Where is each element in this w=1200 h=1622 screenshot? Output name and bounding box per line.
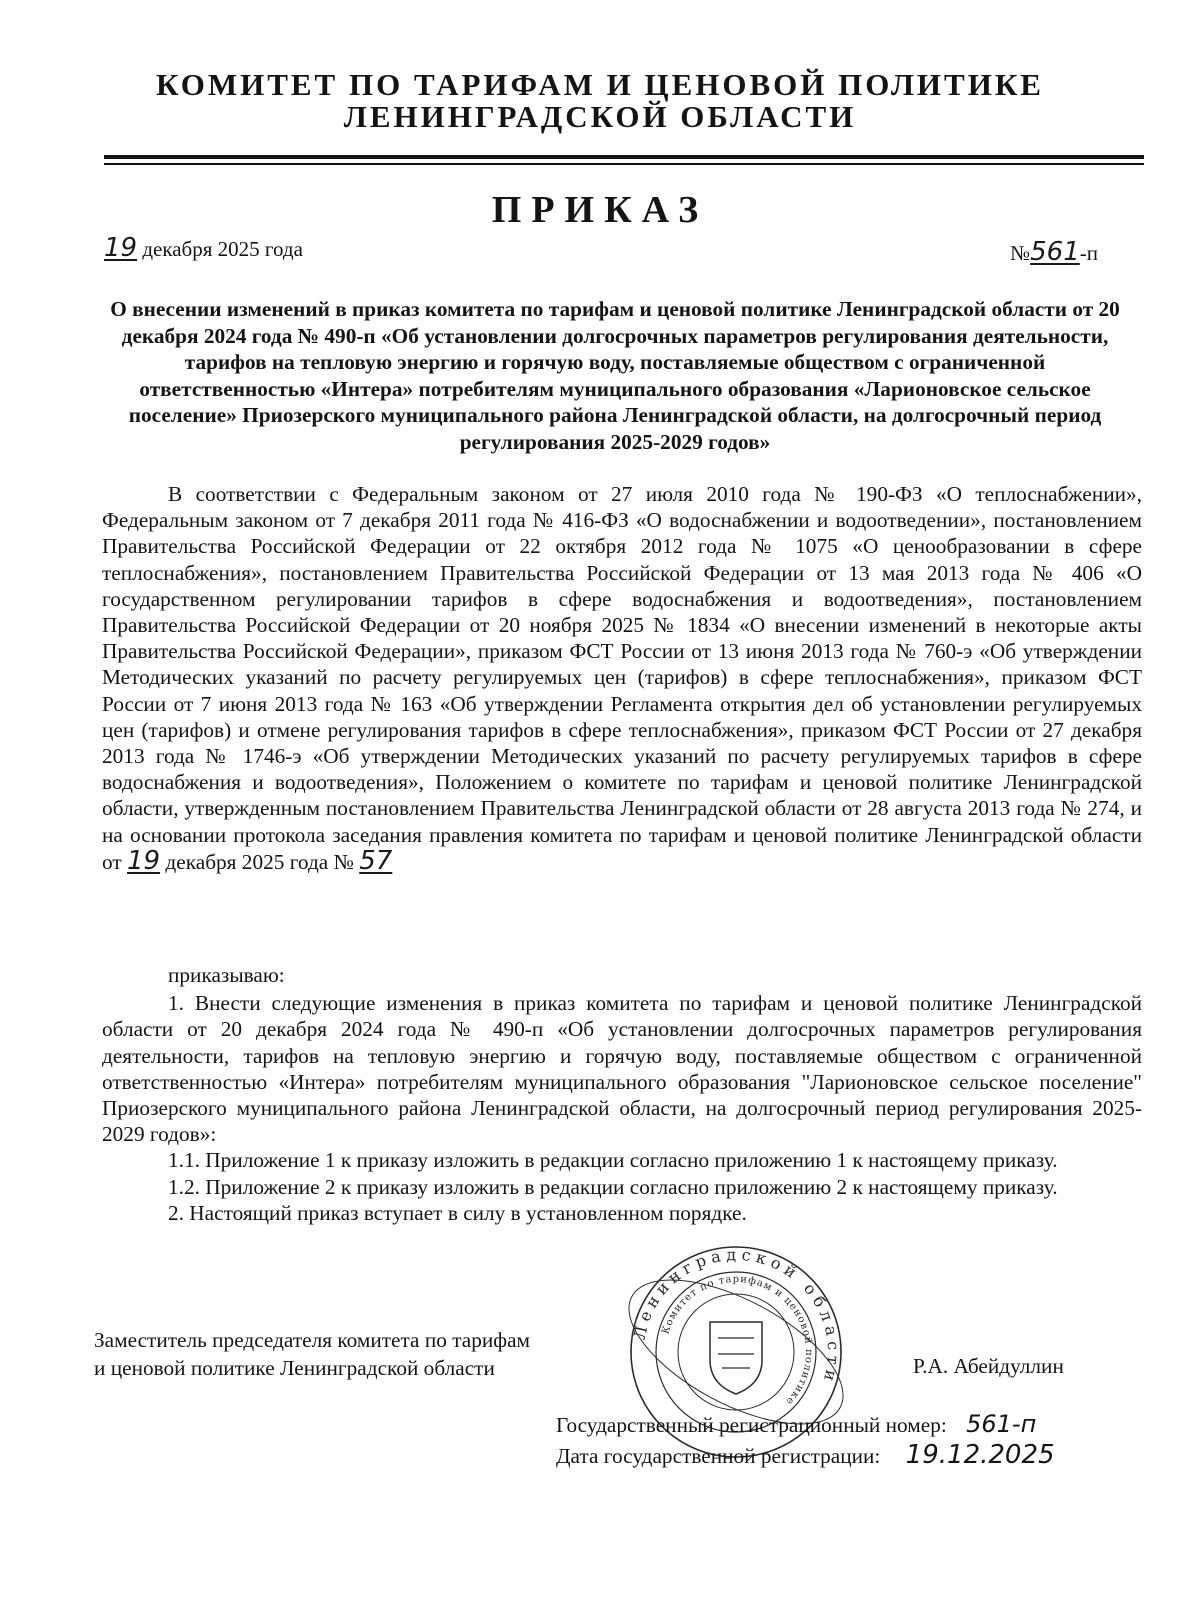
number-suffix: -п [1079, 241, 1098, 265]
order-item-1-2: 1.2. Приложение 2 к приказу изложить в редакции согласно приложению 2 к настоящему приказу. [168, 1174, 1058, 1199]
document-type: ПРИКАЗ [491, 189, 709, 231]
order-item-2: 2. Настоящий приказ вступает в силу в установленном порядке. [168, 1200, 747, 1225]
date-day-handwritten: 19 [104, 233, 138, 263]
number-handwritten: 561 [1030, 237, 1080, 267]
signatory-position [94, 1326, 614, 1382]
registration-number-value: 561-п [966, 1410, 1037, 1438]
protocol-day-handwritten: 19 [127, 845, 161, 876]
registration-number-row [556, 1410, 1036, 1438]
preamble-text: В соответствии с Федеральным законом от 27 июля 2010 года № 190-ФЗ «О теплоснабжении», Федеральным законом от 7 декабря 2011 года № 416-ФЗ «О водоснабжении и водоотведении», постановлением Правительства Российской Федерации от 22 октября 2012 года № 1075 «О ценообразовании в сфере теплоснабжения», постановлением Правительства Российской Федерации от 13 мая 2013 года № 406 «О государственном регулировании тарифов в сфере водоснабжения и водоотведения», постановлением Правительства Российской Федерации от 20 ноября 2025 № 1834 «О внесении изменений в некоторые акты Правительства Российской Федерации», приказом ФСТ России от 13 июня 2013 года № 760-э «Об утверждении Методических указаний по расчету регулируемых цен (тарифов) в сфере теплоснабжения», приказом ФСТ России от 7 июня 2013 года № 163 «Об утверждении Регламента открытия дел об установлении регулируемых цен (тарифов) и отмене регулирования тарифов в сфере теплоснабжения», приказом ФСТ России от 27 декабря 2013 года № 1746-э «Об утверждении Методических указаний по расчету регулируемых тарифов в сфере водоснабжения и водоотведения», Положением о комитете по тарифам и ценовой политике Ленинградской области, утвержденным постановлением Правительства Ленинградской области от 28 августа 2013 года № 274, и на основании протокола заседания правления комитета по тарифам и ценовой политике Ленинградской области от [102, 482, 1142, 874]
order-word: приказываю: [168, 963, 285, 987]
registration-date-value: 19.12.2025 [905, 1440, 1055, 1470]
order-item-1: 1. Внести следующие изменения в приказ комитета по тарифам и ценовой политике Ленинградской области от 20 декабря 2024 года № 490-п «Об установлении долгосрочных параметров регулирования деятельности, тарифов на тепловую энергию и горячую воду, поставляемые обществом с ограниченной ответственностью «Интера» потребителям муниципального образования "Ларионовское сельское поселение" Приозерского муниципального района Ленинградской области, на долгосрочный период регулирования 2025-2029 годов»: [102, 991, 1142, 1147]
protocol-date-text: декабря 2025 года № [160, 849, 360, 874]
protocol-number-handwritten: 57 [359, 845, 393, 876]
preamble [102, 481, 1142, 875]
registration-date-row [556, 1440, 1055, 1470]
seal-outer-text: Ленинградской области [629, 1244, 844, 1389]
document-date [104, 233, 303, 263]
signatory-position-line2: и ценовой политике Ленинградской области [94, 1356, 495, 1380]
signatory-name: Р.А. Абейдуллин [913, 1354, 1064, 1378]
preamble-paragraph [102, 481, 1142, 875]
date-rest: декабря 2025 года [137, 237, 303, 261]
seal-inner-text: Комитет по тарифам и ценовой политике [660, 1273, 815, 1408]
order-item-1-1: 1.1. Приложение 1 к приказу изложить в редакции согласно приложению 1 к настоящему приказу. [168, 1148, 1058, 1173]
committee-name-line2: ЛЕНИНГРАДСКОЙ ОБЛАСТИ [343, 99, 857, 134]
document-subject: О внесении изменений в приказ комитета по тарифам и ценовой политике Ленинградской области от 20 декабря 2024 года № 490-п «Об установлении долгосрочных параметров регулирования деятельности, тарифов на тепловую энергию и горячую воду, поставляемые обществом с ограниченной ответственностью «Интера» потребителям муниципального образования «Ларионовское сельское поселение» Приозерского муниципального района Ленинградской области, на долгосрочный период регулирования 2025-2029 годов» [110, 297, 1120, 454]
header-rule-thin [104, 163, 1144, 165]
registration-date-label: Дата государственной регистрации: [556, 1444, 881, 1468]
header-rule-thick [104, 155, 1144, 159]
committee-name-line1: КОМИТЕТ ПО ТАРИФАМ И ЦЕНОВОЙ ПОЛИТИКЕ [156, 67, 1044, 102]
registration-number-label: Государственный регистрационный номер: [556, 1413, 947, 1437]
order-section [102, 962, 1142, 1226]
number-prefix: № [1010, 241, 1031, 265]
signatory-position-line1: Заместитель председателя комитета по тарифам [94, 1328, 530, 1352]
document-number [1010, 237, 1098, 267]
